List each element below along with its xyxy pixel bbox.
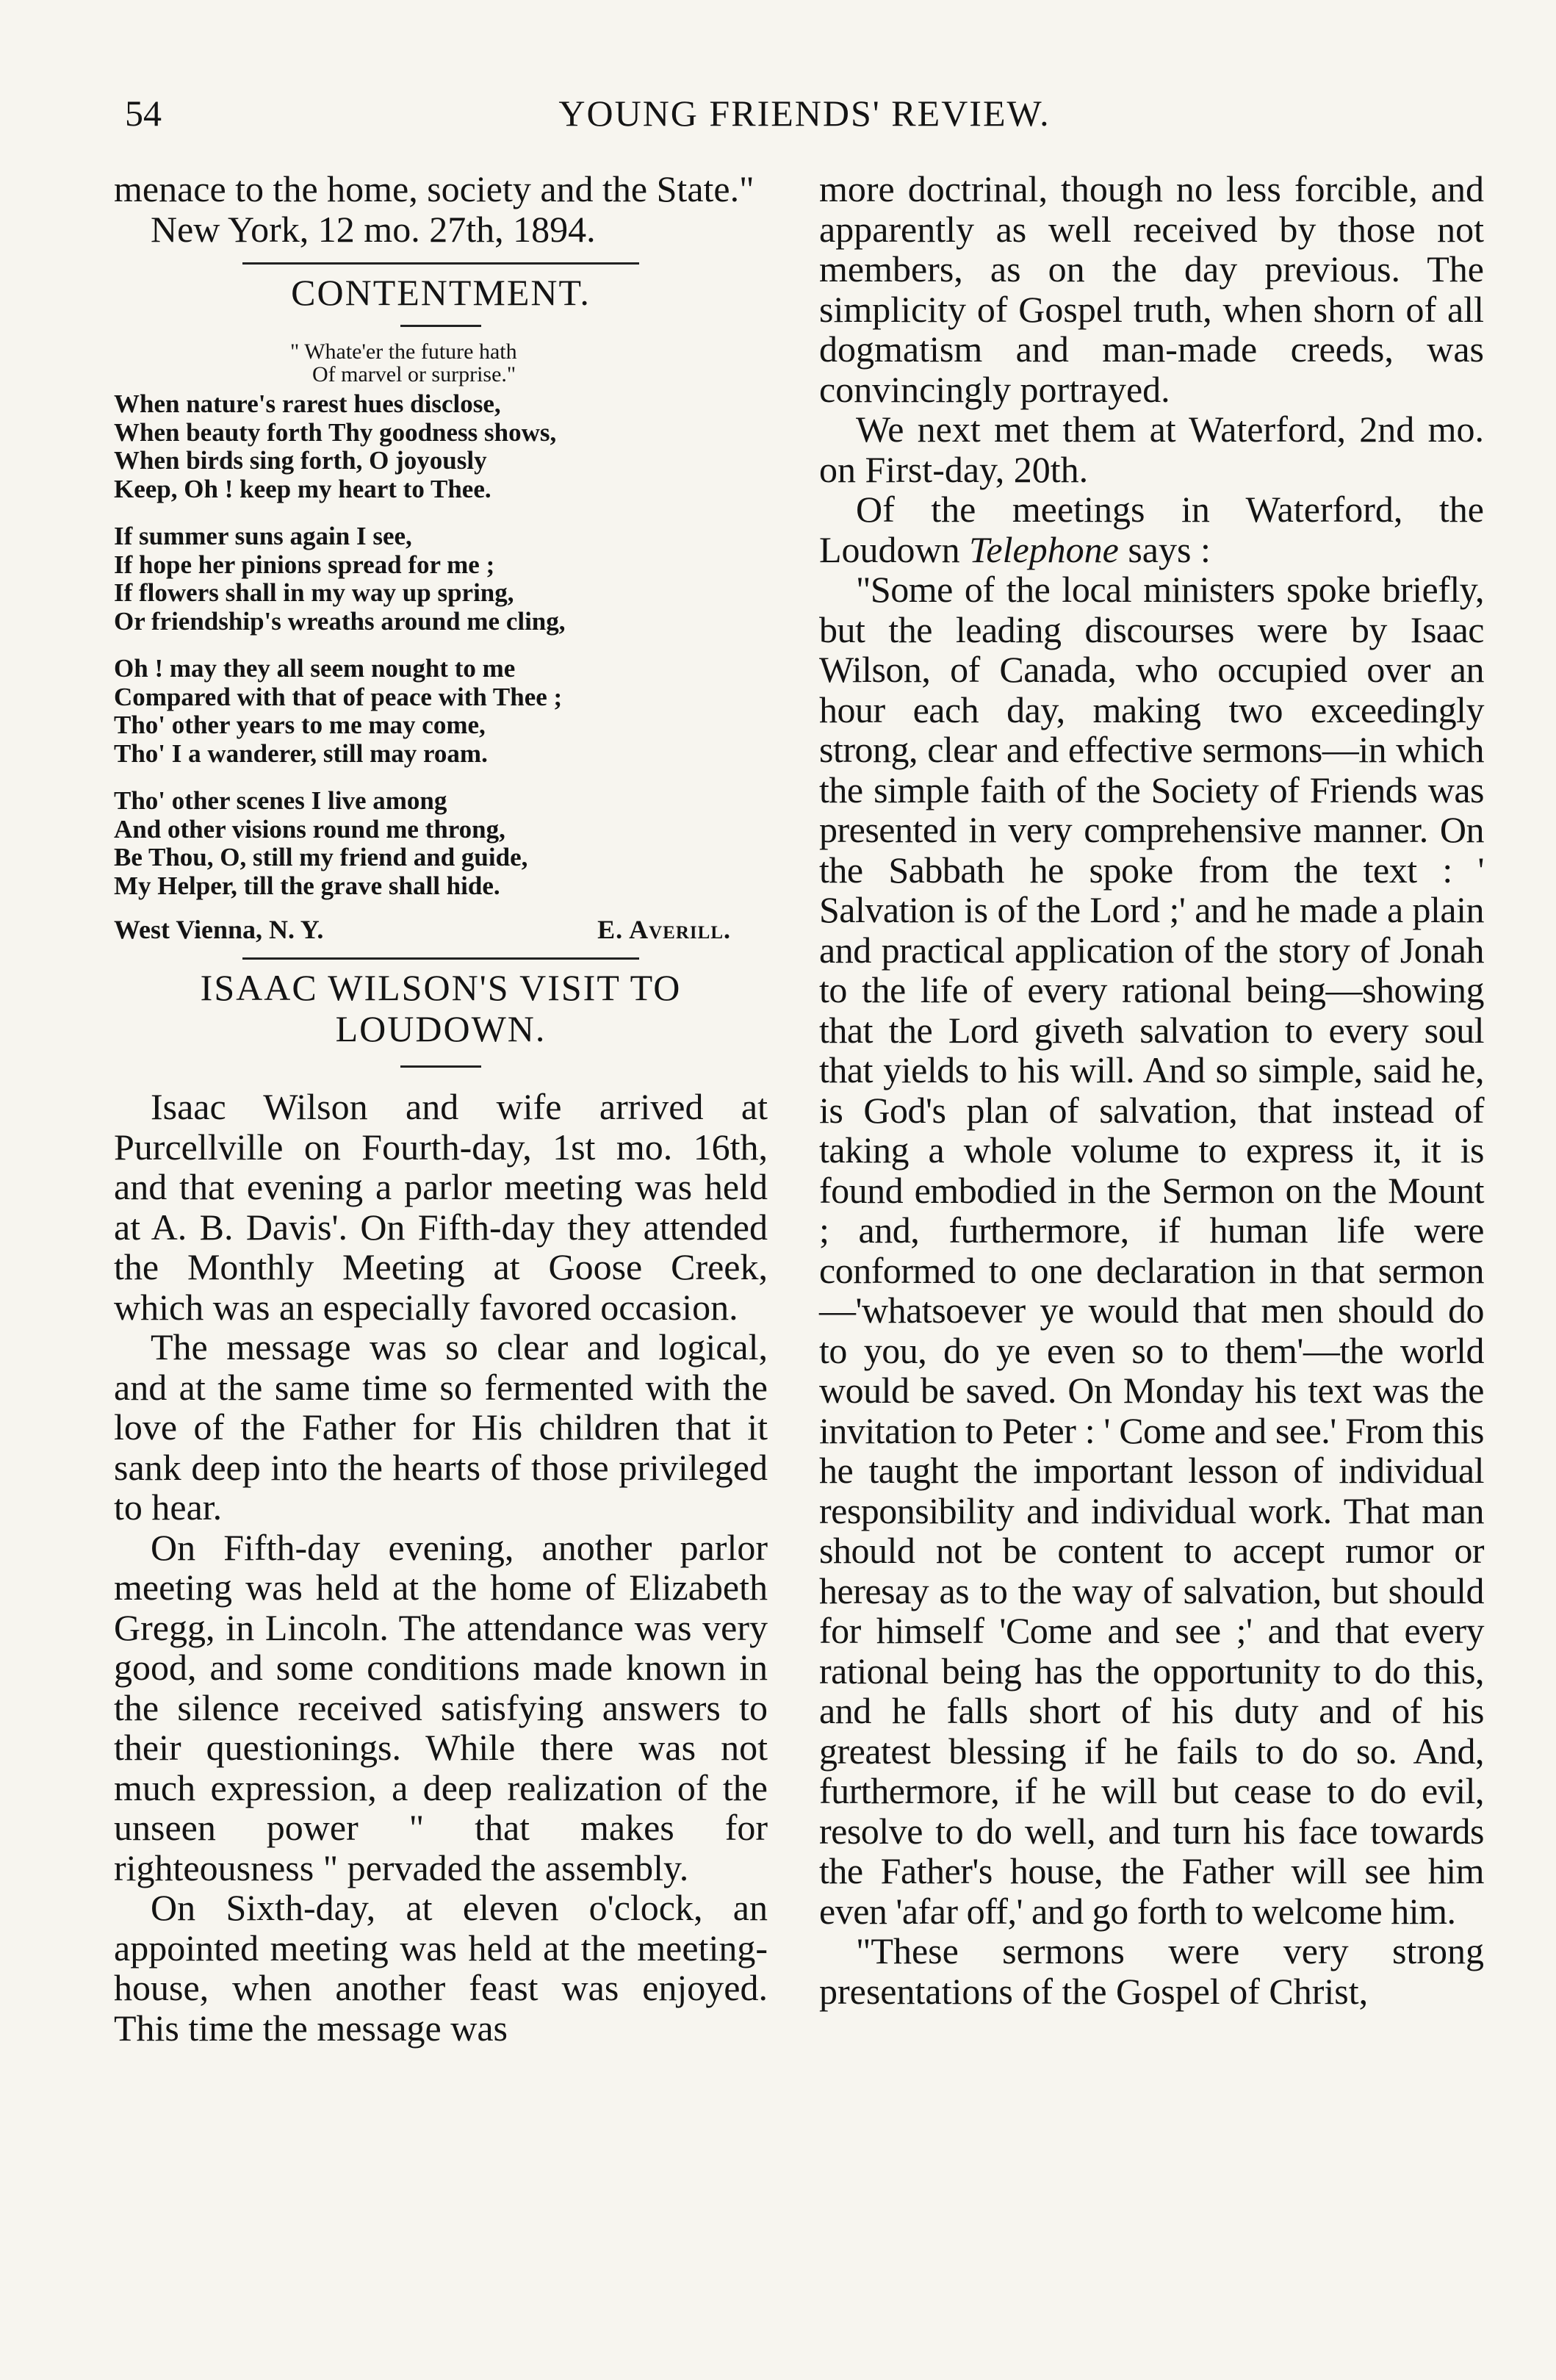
right-column bbox=[819, 169, 1484, 2011]
poem-line: If summer suns again I see, bbox=[114, 522, 412, 550]
poem-line: Or friendship's wreaths around me cling, bbox=[114, 606, 566, 636]
poem-line: My Helper, till the grave shall hide. bbox=[114, 871, 500, 900]
article-paragraph: The message was so clear and logical, and at the same time so fermented with the love of the Father for His children that it sank deep into the hearts of those privileged to hear. bbox=[114, 1326, 768, 1528]
epigraph-line: Of marvel or surprise." bbox=[312, 362, 516, 387]
quoted-paragraph: "Some of the local ministers spoke briefly, but the leading discourses were by Isaac Wilson, of Canada, who occupied over an hour each day, making two exceedingly strong, clear and effective sermons—in which the simple faith of the Society of Friends was presented in very comprehensive manner. On the Sabbath he spoke from the text : ' Salvation is of the Lord ;' and he made a plain and practical application of the story of Jonah to the life of every rational being—showing that the Lord giveth salvation to every soul that yields to his will. And so simple, said he, is God's plan of salvation, that instead of taking a whole volume to express it, it is found embodied in the Sermon on the Mount ; and, furthermore, if human life were conformed to one declaration in that sermon—'whatsoever ye would that men should do to you, do ye even so to them'—the world would be saved. On Monday his text was the invitation to Peter : ' Come and see.' From this he taught the important lesson of individual responsibility and individual work. That man should not be content to accept rumor or heresay as to the way of salvation, but should for himself 'Come and see ;' and that every rational being has the opportunity to do this, and he falls short of his duty and of his greatest blessing if he fails to do so. And, furthermore, if he will but cease to do evil, resolve to do well, and turn his face towards the Father's house, the Father will see him even 'afar off,' and go forth to welcome him. bbox=[819, 569, 1484, 1932]
poem-line: And other visions round me throng, bbox=[114, 814, 505, 844]
poem-line: When nature's rarest hues disclose, bbox=[114, 389, 501, 418]
article-paragraph: On Sixth-day, at eleven o'clock, an appointed meeting was held at the meeting-house, when another feast was enjoyed. This time the message was bbox=[114, 1887, 768, 2049]
text-run: Of the meetings in Waterford, the Loudown bbox=[819, 489, 1484, 570]
poem-line: If hope her pinions spread for me ; bbox=[114, 550, 495, 579]
poem-stanza bbox=[114, 390, 768, 503]
poem-line: Tho' other years to me may come, bbox=[114, 711, 486, 739]
article-paragraph bbox=[819, 489, 1484, 569]
text-run: says : bbox=[1118, 528, 1211, 570]
page-number: 54 bbox=[125, 93, 162, 134]
quoted-paragraph: "These sermons were very strong presentations of the Gospel of Christ, bbox=[819, 1930, 1484, 2012]
page-header bbox=[125, 92, 1484, 143]
poem-line: Keep, Oh ! keep my heart to Thee. bbox=[114, 474, 491, 503]
title-divider bbox=[400, 1065, 481, 1068]
article-paragraph: We next met them at Waterford, 2nd mo. on First-day, 20th. bbox=[819, 409, 1484, 490]
newspaper-name: Telephone bbox=[969, 528, 1119, 570]
poem-line: Tho' I a wanderer, still may roam. bbox=[114, 738, 488, 768]
title-divider bbox=[400, 325, 481, 327]
article-paragraph: On Fifth-day evening, another parlor meeting was held at the home of Elizabeth Gregg, in Lincoln. The attendance was very good, and some conditions made known in the silence received satisfying answers to their questionings. While there was not much expression, a deep realization of the unseen power " that makes for righteousness " pervaded the assembly. bbox=[114, 1526, 768, 1888]
section-divider bbox=[242, 262, 639, 265]
poem-line: If flowers shall in my way up spring, bbox=[114, 578, 514, 607]
poem-author: E. Averill. bbox=[597, 915, 731, 944]
poem-line: Compared with that of peace with Thee ; bbox=[114, 682, 563, 711]
poem-place: West Vienna, N. Y. bbox=[114, 915, 324, 944]
poem-title: CONTENTMENT. bbox=[291, 272, 591, 313]
poem-line: Be Thou, O, still my friend and guide, bbox=[114, 843, 528, 871]
poem-line: Tho' other scenes I live among bbox=[114, 786, 447, 815]
article-paragraph: more doctrinal, though no less forcible, and apparently as well received by those not members, as on the day previous. The simplicity of Gospel truth, when shorn of all dogmatism and man-made creeds, was convincingly portrayed. bbox=[819, 168, 1484, 410]
running-title: YOUNG FRIENDS' REVIEW. bbox=[558, 93, 1051, 134]
dateline: New York, 12 mo. 27th, 1894. bbox=[151, 208, 596, 250]
poem-line: When birds sing forth, O joyously bbox=[114, 446, 487, 475]
epigraph-line: " Whate'er the future hath bbox=[290, 339, 517, 364]
left-column bbox=[114, 169, 768, 2048]
poem-line: When beauty forth Thy goodness shows, bbox=[114, 417, 557, 447]
poem-signature bbox=[114, 915, 768, 944]
article-title-line: LOUDOWN. bbox=[335, 1008, 547, 1049]
poem-stanza bbox=[114, 655, 768, 768]
section-divider bbox=[242, 957, 639, 960]
article-title bbox=[114, 967, 768, 1049]
poem-stanza bbox=[114, 787, 768, 900]
article-paragraph: Isaac Wilson and wife arrived at Purcellville on Fourth-day, 1st mo. 16th, and that evening a parlor meeting was held at A. B. Davis'. On Fifth-day they attended the Monthly Meeting at Goose Creek, which was an especially favored occasion. bbox=[114, 1086, 768, 1328]
poem-stanza bbox=[114, 522, 768, 636]
poem-epigraph bbox=[290, 340, 768, 386]
poem-line: Oh ! may they all seem nought to me bbox=[114, 654, 516, 683]
article-title-line: ISAAC WILSON'S VISIT TO bbox=[200, 967, 682, 1008]
intro-quote: menace to the home, society and the State." bbox=[114, 168, 754, 209]
